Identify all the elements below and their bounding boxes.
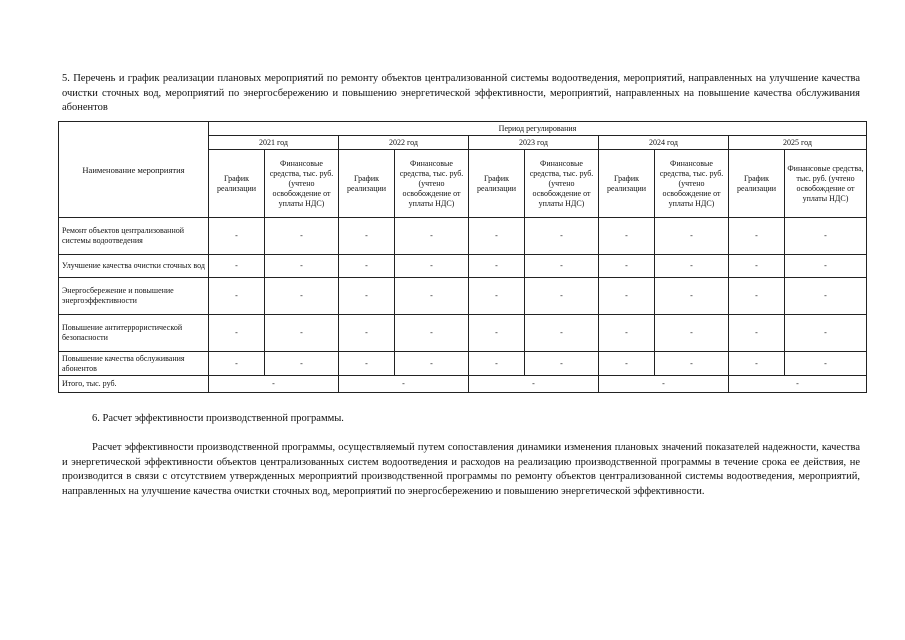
schedule-cell: - <box>599 352 655 376</box>
finance-cell: - <box>395 218 469 255</box>
schedule-cell: - <box>209 352 265 376</box>
table-row <box>59 278 867 315</box>
measure-name-cell: Ремонт объектов централизованной системы водоотведения <box>59 218 209 255</box>
schedule-subheader: График реализации <box>599 150 655 218</box>
total-label-cell: Итого, тыс. руб. <box>59 376 209 393</box>
finance-cell: - <box>785 218 867 255</box>
schedule-cell: - <box>729 315 785 352</box>
finance-cell: - <box>785 315 867 352</box>
schedule-cell: - <box>599 255 655 278</box>
measure-name-cell: Улучшение качества очистки сточных вод <box>59 255 209 278</box>
schedule-subheader: График реализации <box>469 150 525 218</box>
finance-cell: - <box>395 315 469 352</box>
finance-cell: - <box>785 255 867 278</box>
finance-cell: - <box>785 352 867 376</box>
finance-cell: - <box>785 278 867 315</box>
finance-subheader: Финансовые средства, тыс. руб. (учтено освобождение от уплаты НДС) <box>265 150 339 218</box>
total-year-cell: - <box>599 376 729 393</box>
measure-name-cell: Энергосбережение и повышение энергоэффективности <box>59 278 209 315</box>
schedule-cell: - <box>209 218 265 255</box>
finance-subheader: Финансовые средства, тыс. руб. (учтено освобождение от уплаты НДС) <box>785 150 867 218</box>
finance-cell: - <box>655 218 729 255</box>
table-row <box>59 315 867 352</box>
schedule-cell: - <box>599 278 655 315</box>
measure-name-cell: Повышение качества обслуживания абонентов <box>59 352 209 376</box>
schedule-cell: - <box>209 315 265 352</box>
schedule-cell: - <box>339 255 395 278</box>
finance-cell: - <box>265 278 339 315</box>
finance-cell: - <box>525 352 599 376</box>
schedule-cell: - <box>209 255 265 278</box>
finance-cell: - <box>395 255 469 278</box>
schedule-cell: - <box>469 352 525 376</box>
schedule-cell: - <box>469 218 525 255</box>
total-year-cell: - <box>469 376 599 393</box>
schedule-cell: - <box>339 278 395 315</box>
finance-subheader: Финансовые средства, тыс. руб. (учтено освобождение от уплаты НДС) <box>655 150 729 218</box>
table-row <box>59 218 867 255</box>
year-header: 2023 год <box>469 136 599 150</box>
schedule-cell: - <box>729 278 785 315</box>
finance-cell: - <box>265 315 339 352</box>
schedule-cell: - <box>209 278 265 315</box>
year-header: 2022 год <box>339 136 469 150</box>
schedule-cell: - <box>469 278 525 315</box>
finance-cell: - <box>265 255 339 278</box>
section-6-body: Расчет эффективности производственной программы, осуществляемый путем сопоставления динамики изменения плановых значений показателей надежности, качества и энергетической эффективности объектов централизованных систем водоотведения и расходов на реализацию производственной программы в течение срока ее действия, не производится в связи с отсутствием утвержденных мероприятий производственной программы по ремонту объектов централизованной системы водоотведения, мероприятий, направленных на улучшение качества очистки сточных вод, мероприятий по энергосбережению и повышению энергетической эффективности. <box>62 442 860 497</box>
finance-cell: - <box>395 352 469 376</box>
schedule-cell: - <box>599 218 655 255</box>
name-column-header: Наименование мероприятия <box>59 122 209 218</box>
total-year-cell: - <box>209 376 339 393</box>
measure-name-cell: Повышение антитеррористической безопасности <box>59 315 209 352</box>
finance-cell: - <box>655 315 729 352</box>
schedule-cell: - <box>729 218 785 255</box>
finance-cell: - <box>655 255 729 278</box>
schedule-subheader: График реализации <box>339 150 395 218</box>
schedule-cell: - <box>729 255 785 278</box>
table-row <box>59 255 867 278</box>
schedule-cell: - <box>339 352 395 376</box>
finance-cell: - <box>525 278 599 315</box>
finance-cell: - <box>525 255 599 278</box>
year-header: 2024 год <box>599 136 729 150</box>
period-header: Период регулирования <box>209 122 867 136</box>
finance-cell: - <box>395 278 469 315</box>
finance-subheader: Финансовые средства, тыс. руб. (учтено освобождение от уплаты НДС) <box>395 150 469 218</box>
schedule-cell: - <box>729 352 785 376</box>
finance-subheader: Финансовые средства, тыс. руб. (учтено освобождение от уплаты НДС) <box>525 150 599 218</box>
schedule-cell: - <box>469 315 525 352</box>
table-row <box>59 352 867 376</box>
finance-cell: - <box>655 352 729 376</box>
finance-cell: - <box>655 278 729 315</box>
finance-cell: - <box>265 352 339 376</box>
finance-cell: - <box>525 218 599 255</box>
finance-cell: - <box>525 315 599 352</box>
total-row <box>59 376 867 393</box>
section-5-heading: 5. Перечень и график реализации плановых мероприятий по ремонту объектов централизованной системы водоотведения, мероприятий, направленных на улучшение качества очистки сточных вод, мероприятий по энергосбережению и повышению энергетической эффективности, мероприятий, направленных на повышение качества обслуживания абонентов <box>62 73 860 114</box>
year-header: 2021 год <box>209 136 339 150</box>
schedule-cell: - <box>599 315 655 352</box>
finance-cell: - <box>265 218 339 255</box>
plan-table-body <box>59 218 867 393</box>
year-header: 2025 год <box>729 136 867 150</box>
total-year-cell: - <box>729 376 867 393</box>
section-6-title: 6. Расчет эффективности производственной программы. <box>92 413 344 424</box>
schedule-subheader: График реализации <box>729 150 785 218</box>
total-year-cell: - <box>339 376 469 393</box>
plan-table <box>58 121 867 393</box>
schedule-cell: - <box>339 218 395 255</box>
schedule-subheader: График реализации <box>209 150 265 218</box>
schedule-cell: - <box>469 255 525 278</box>
schedule-cell: - <box>339 315 395 352</box>
